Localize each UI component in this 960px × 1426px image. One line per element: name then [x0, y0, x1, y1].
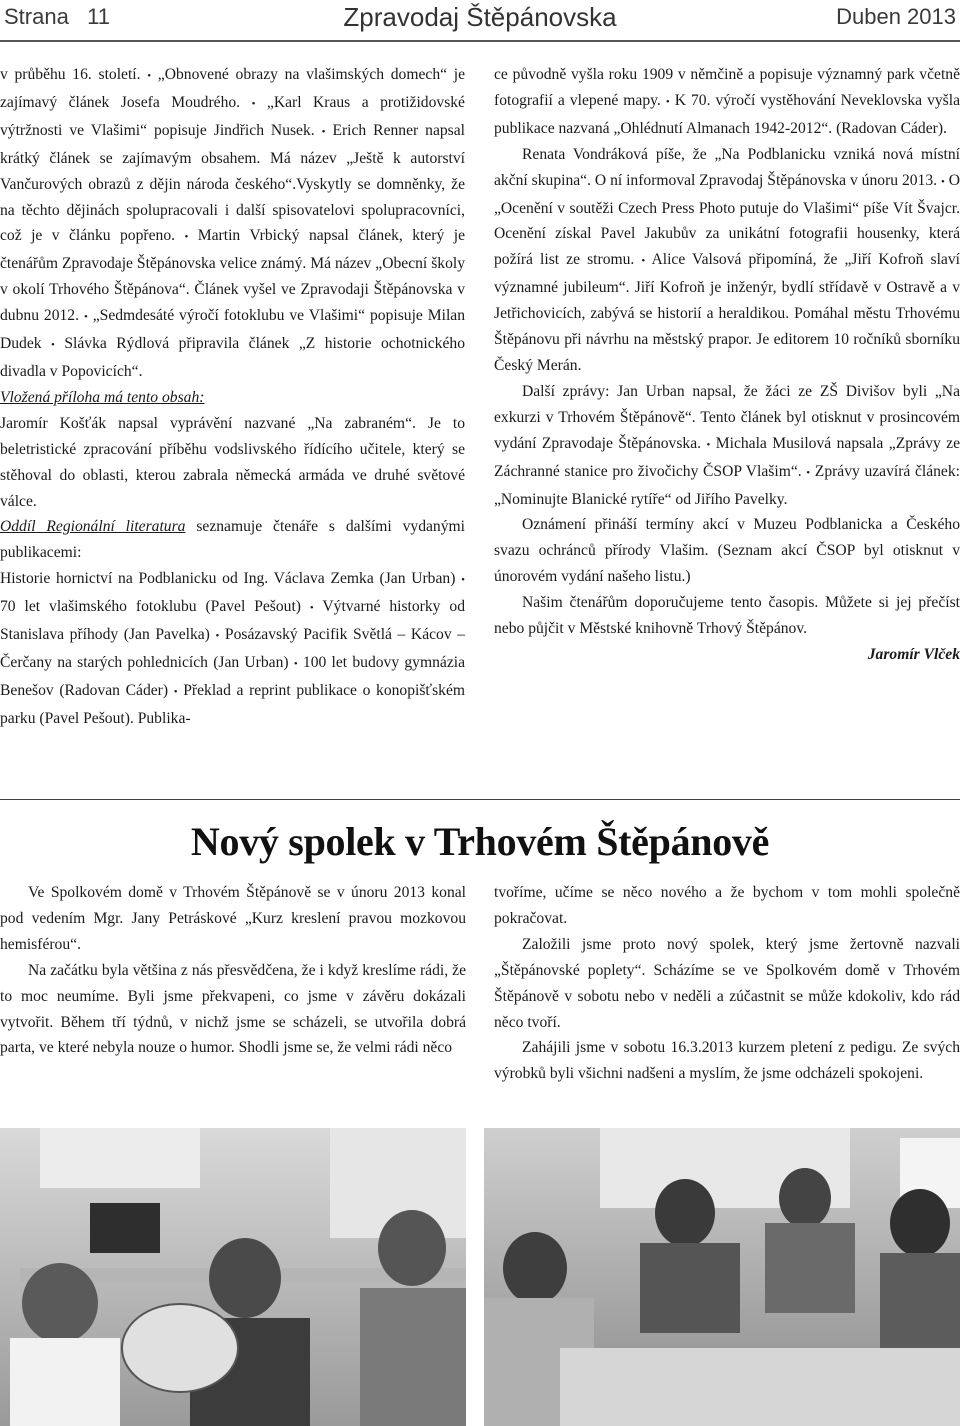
article1-right-column [494, 62, 960, 668]
paragraph: tvoříme, učíme se něco nového a že bychom v tom mohli společně pokračovat. [494, 884, 960, 927]
author-signature: Jaromír Vlček [867, 645, 960, 663]
paragraph: ce původně vyšla roku 1909 v němčině a popisuje významný park včetně fotografií a vlepené mapy. • K 70. výročí vystěhování Neveklovska vyšla publikace nazvaná „Ohlédnutí Almanach 1942-2012“. (Radovan Cáder). [494, 66, 960, 137]
paragraph: Renata Vondráková píše, že „Na Podblanicku vzniká nová místní akční skupina“. O ní informoval Zpravodaj Štěpánovska v únoru 2013. • O „Ocenění v soutěži Czech Press Photo putuje do Vlašimi“ píše Vít Švajcr. Ocenění získal Pavel Jakubův za unikátní fotografii housenky, která požírá list ze stromu. • Alice Valsová připomíná, že „Jiří Kofroň slaví významné jubileum“. Jiří Kofroň je inženýr, bydlí střídavě v Ostravě a v Jetřichovicích, zabývá se historií a heraldikou. Pomáhal městu Trhovému Štěpánovu při návrhu na městský prapor. Je editorem 10 ročníků sborníku Český Merán. [494, 145, 960, 374]
article-title: Nový spolek v Trhovém Štěpánově [190, 819, 770, 864]
article-separator [0, 799, 960, 800]
insert-heading: Vložená příloha má tento obsah: [0, 388, 205, 406]
paragraph: Oddíl Regionální literatura seznamuje čtenáře s dalšími vydanými publikacemi: [0, 518, 465, 562]
paragraph: Zahájili jsme v sobotu 16.3.2013 kurzem pletení z pedigu. Ze svých výrobků byli všichni nadšeni a myslím, že jsme odcházeli spokojeni. [494, 1039, 960, 1083]
photo-strip [0, 1128, 960, 1426]
article2-left-column [0, 880, 466, 1061]
paragraph: Ve Spolkovém domě v Trhovém Štěpánově se v únoru 2013 konal pod vedením Mgr. Jany Petráskové „Kurz kreslení pravou mozkovou hemisférou“. [0, 884, 466, 953]
paragraph: Oznámení přináší termíny akcí v Muzeu Podblanicka a Českého svazu ochránců přírody Vlašim. (Seznam akcí ČSOP byl otisknut v únorovém vydání našeho listu.) [494, 516, 960, 586]
issue-date: Duben 2013 [836, 4, 956, 29]
paragraph: Historie hornictví na Podblanicku od Ing. Václava Zemka (Jan Urban) • 70 let vlašimského fotoklubu (Pavel Pešout) • Výtvarné historky od Stanislava příhody (Jan Pavelka) • Posázavský Pacifik Světlá – Kácov – Čerčany na starých pohlednicích (Jan Urban) • 100 let budovy gymnázia Benešov (Radovan Cáder) • Překlad a reprint publikace o konopišťském parku (Pavel Pešout). Publika- [0, 570, 466, 727]
paragraph: Jaromír Košťák napsal vyprávění nazvané „Na zabraném“. Je to beletristické zpracování příběhu vodslivského řídícího učitele, který se stěhoval do oblasti, kterou zabrala německá armáda ve druhé světové válce. [0, 414, 465, 510]
paragraph: v průběhu 16. století. • „Obnovené obrazy na vlašimských domech“ je zajímavý článek Josefa Moudrého. • „Karl Kraus a protižidovské výtržnosti ve Vlašimi“ popisuje Jindřich Nusek. • Erich Renner napsal krátký článek se zajímavým obsahem. Má název „Ještě k autorství Vančurových obrazů z dějin národa českého“.Vyskytly se domněnky, že na těchto dějinách spolupracovali i další spisovatelovi spolupracovníci, což je v článku popřeno. • Martin Vrbický napsal článek, který je čtenářům Zpravodaje Štěpánovska velice známý. Má název „Obecní školy v okolí Trhového Štěpánova“. Článek vyšel ve Zpravodaji Štěpánovska v dubnu 2012. • „Sedmdesáté výročí fotoklubu ve Vlašimi“ popisuje Milan Dudek • Slávka Rýdlová připravila článek „Z historie ochotnického divadla v Popovicích“. [0, 66, 465, 380]
paragraph: Založili jsme proto nový spolek, který jsme žertovně nazvali „Štěpánovské poplety“. Scházíme se ve Spolkovém domě v Trhovém Štěpánově v sobotu nebo v neděli a zúčastnit se může kdokoliv, kdo rád něco tvoří. [494, 935, 960, 1031]
article-photos [0, 1128, 960, 1426]
newsletter-title: Zpravodaj Štěpánovska [343, 2, 617, 32]
page-number: Strana 11 [4, 4, 110, 29]
article1-left-column [0, 62, 465, 732]
header-rule [0, 40, 960, 42]
page-header [0, 0, 960, 40]
article2-right-column [494, 880, 960, 1087]
paragraph: Na začátku byla většina z nás přesvědčena, že i když kreslíme rádi, že to moc neumíme. Byli jsme překvapeni, co jsme v závěru dokázali vytvořit. Během tří týdnů, v nichž jsme se scházeli, se utvořila dobrá parta, ve které nebyla nouze o humor. Shodli jsme se, že velmi rádi něco [0, 961, 466, 1057]
paragraph: Našim čtenářům doporučujeme tento časopis. Můžete si jej přečíst nebo půjčit v Městské knihovně Trhový Štěpánov. [494, 594, 960, 638]
paragraph: Další zprávy: Jan Urban napsal, že žáci ze ZŠ Divišov byli „Na exkurzi v Trhovém Štěpánově“. Tento článek byl otisknut v prosincovém vydání Zpravodaje Štěpánovska. • Michala Musilová napsala „Zprávy ze Záchranné stanice pro živočichy ČSOP Vlašim“. • Zprávy uzavírá článek: „Nominujte Blanické rytíře“ od Jiřího Pavelky. [494, 382, 960, 508]
photo-weaving-class-right [484, 1128, 960, 1426]
photo-weaving-class-left [0, 1128, 466, 1426]
